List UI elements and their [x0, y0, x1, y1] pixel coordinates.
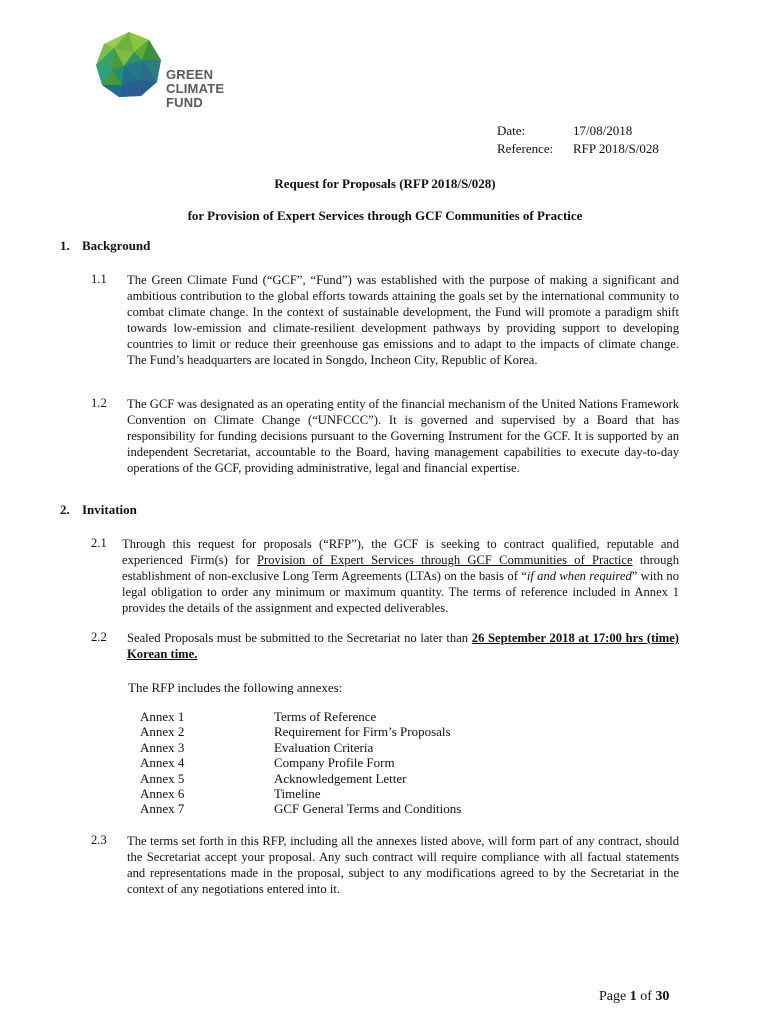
paragraph-text: The Green Climate Fund (“GCF”, “Fund”) was established with the purpose of making a significant and ambitious contribution to the global efforts towards attaining the goals set by the international community to combat climate change. In the context of sustainable development, the Fund will promote a paradigm shift towards low-emission and climate-resilient development pathways by providing support to developing countries to limit or reduce their greenhouse gas emissions and to adapt to the impacts of climate change. The Fund’s headquarters are located in Songdo, Incheon City, Republic of Korea. — [127, 273, 679, 367]
list-item: Annex 6 Timeline — [140, 786, 321, 802]
list-item: Annex 4 Company Profile Form — [140, 755, 395, 771]
date-label: Date: — [497, 123, 526, 138]
list-item: Annex 7 GCF General Terms and Conditions — [140, 801, 462, 817]
paragraph-2-3 — [91, 833, 679, 897]
paragraph-1-1 — [91, 272, 679, 368]
document-subtitle: for Provision of Expert Services through GCF Communities of Practice — [187, 208, 583, 223]
list-item: Annex 5 Acknowledgement Letter — [140, 770, 407, 786]
date-value: 17/08/2018 — [573, 123, 633, 138]
submission-deadline: 26 September 2018 at 17:00 hrs (time) Korean time. — [127, 631, 679, 661]
gcf-logo — [92, 30, 242, 114]
globe-logo-icon — [94, 30, 164, 100]
reference-label: Reference: — [497, 141, 554, 156]
paragraph-number: 1.1 — [91, 272, 107, 286]
list-item: Annex 1 Terms of Reference — [140, 709, 377, 724]
list-item: Annex 2 Requirement for Firm’s Proposals — [140, 724, 451, 740]
document-title: Request for Proposals (RFP 2018/S/028) — [274, 176, 496, 191]
paragraph-1-2 — [91, 396, 679, 476]
list-item: Annex 3 Evaluation Criteria — [140, 739, 374, 755]
section-heading-invitation: 2. Invitation — [60, 502, 137, 517]
paragraph-2-1 — [91, 536, 679, 616]
annex-intro: The RFP includes the following annexes: — [128, 680, 343, 695]
document-meta — [497, 122, 659, 158]
paragraph-text: Through this request for proposals (“RFP”), the GCF is seeking to contract qualified, reputable and experienced Firm(s) for Provision of Expert Services through GCF Communities of Practice through establishment of non-exclusive Long Term Agreements (LTAs) on the basis of “if and when required” with no legal obligation to order any minimum or maximum quantity. The terms of reference included in Annex 1 provides the details of the assignment and expected deliverables. — [122, 537, 679, 615]
page-number: Page 1 of 30 — [599, 989, 670, 1004]
paragraph-text: The terms set forth in this RFP, including all the annexes listed above, will form part of any contract, should the Secretariat accept your proposal. Any such contract will require compliance with all factual statements and representations made in the proposal, subject to any modifications agreed to by the Secretariat in the context of any negotiations entered into it. — [127, 834, 679, 896]
paragraph-number: 2.1 — [91, 536, 107, 550]
paragraph-2-2 — [91, 630, 679, 662]
section-heading-background: 1. Background — [60, 238, 151, 253]
reference-value: RFP 2018/S/028 — [573, 141, 659, 156]
paragraph-text: The GCF was designated as an operating entity of the financial mechanism of the United Nations Framework Convention on Climate Change (“UNFCCC”). It is governed and supervised by a Board that has responsibility for funding decisions pursuant to the Governing Instrument for the GCF. It is supported by an independent Secretariat, accountable to the Board, having management capabilities to execute day-to-day operations of the GCF, providing administrative, legal and financial expertise. — [127, 397, 679, 475]
paragraph-number: 1.2 — [91, 396, 107, 410]
paragraph-number: 2.2 — [91, 630, 107, 644]
logo-wordmark: GREEN CLIMATE FUND — [166, 67, 225, 110]
paragraph-number: 2.3 — [91, 833, 107, 847]
rfp-subject-link: Provision of Expert Services through GCF Communities of Practice — [257, 553, 633, 567]
annex-list — [140, 709, 461, 817]
paragraph-text: Sealed Proposals must be submitted to the Secretariat no later than 26 September 2018 at 17:00 hrs (time) Korean time. — [127, 631, 679, 661]
